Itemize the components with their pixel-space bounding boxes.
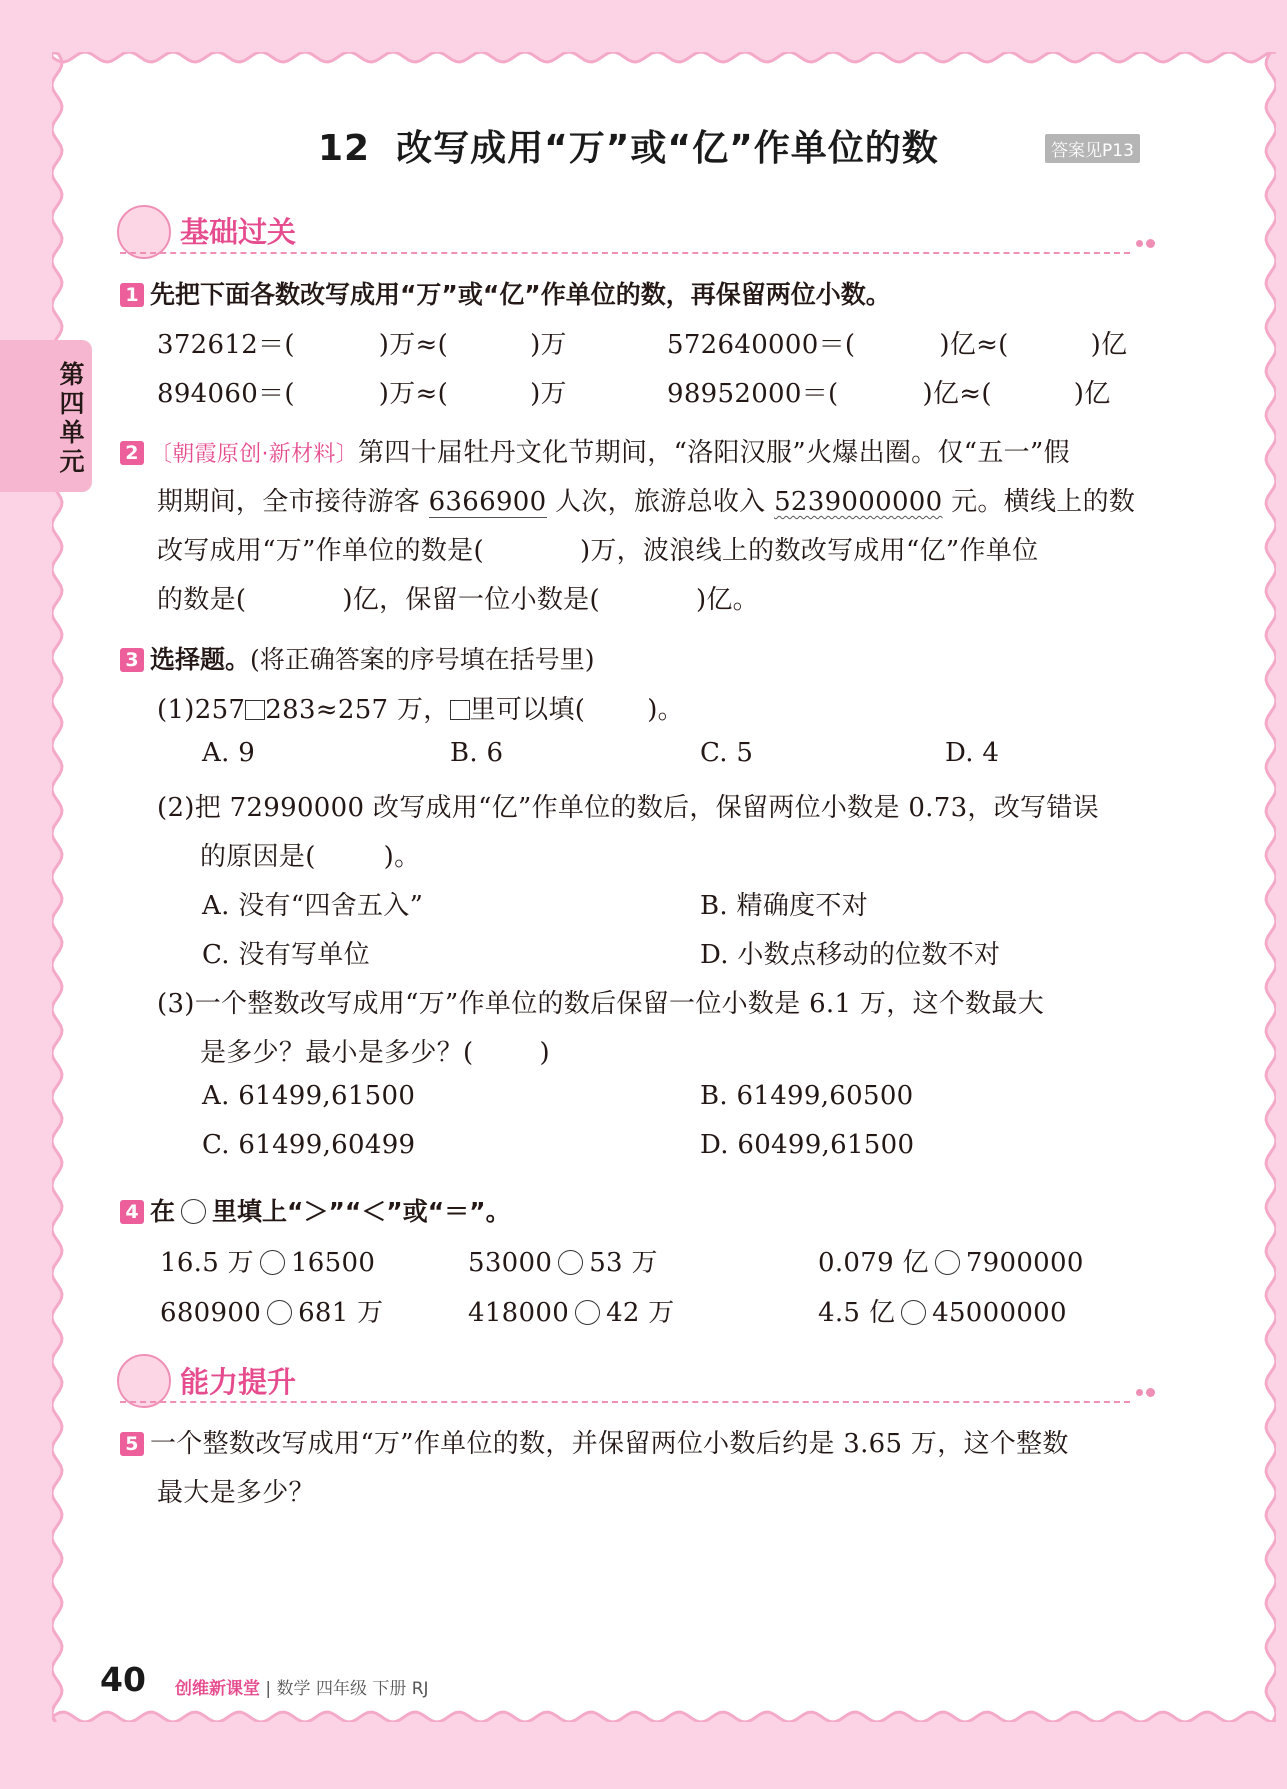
section-advanced-title: 能力提升 [180, 1365, 297, 1399]
q3-sub-3-line-2 [200, 1032, 550, 1069]
answer-circle[interactable] [267, 1300, 292, 1325]
lesson-number: 12 [318, 128, 371, 169]
compare-circle [181, 1199, 206, 1224]
q2-text: 元。横线上的数 [951, 487, 1136, 517]
q5-text: 一个整数改写成用“万”作单位的数，并保留两位小数后约是 3.65 万，这个整数 [150, 1429, 1069, 1459]
q4-item-1 [160, 1242, 375, 1279]
q3-text: (1)257 [157, 695, 246, 725]
underlined-number: 6366900 [428, 487, 547, 517]
cartoon-girl-icon [117, 205, 171, 259]
q3-2-option-a: A. 没有“四舍五入” [202, 891, 424, 921]
answer-circle[interactable] [558, 1250, 583, 1275]
divider-dot [1136, 240, 1143, 247]
q1-text: )万 [530, 379, 567, 409]
section-divider [120, 1401, 1130, 1403]
cartoon-girl-icon [117, 1354, 171, 1408]
q3-1-option-c: C. 5 [700, 738, 754, 768]
q4-item-6 [818, 1292, 1067, 1329]
question-text: 选择题。 [150, 645, 251, 674]
q1-text: 894060＝( [157, 379, 295, 409]
q2-text: 人次，旅游总收入 [555, 487, 766, 517]
blank-square [450, 700, 470, 720]
answer-circle[interactable] [901, 1300, 926, 1325]
q2-text: )万，波浪线上的数改写成用“亿”作单位 [579, 536, 1039, 566]
footer-brand: 创维新课堂 [175, 1679, 260, 1699]
q3-sub-3-line-1: (3)一个整数改写成用“万”作单位的数后保留一位小数是 6.1 万，这个数最大 [157, 989, 1044, 1019]
section-divider [120, 252, 1130, 254]
question-2-line-4 [157, 579, 759, 616]
q3-text: 是多少？最小是多少？( [200, 1038, 474, 1068]
unit-side-label: 第四单元 [59, 360, 85, 476]
q3-text: 里可以填( [469, 695, 586, 725]
question-2-line-3 [157, 530, 1038, 567]
q3-sub-1 [157, 689, 684, 726]
question-number: 4 [120, 1200, 144, 1224]
answer-circle[interactable] [260, 1250, 285, 1275]
q3-text: )。 [647, 695, 684, 725]
q2-text: 期期间，全市接待游客 [157, 487, 421, 517]
q3-text: 283≈257 万， [265, 695, 450, 725]
answer-reference-badge: 答案见P13 [1045, 134, 1140, 163]
q1-text: )亿≈( [922, 379, 992, 409]
question-1 [120, 275, 891, 311]
q2-text: )亿，保留一位小数是( [342, 585, 600, 615]
q4-item-5 [468, 1292, 675, 1329]
q3-text: ) [539, 1038, 550, 1068]
q3-3-option-b: B. 61499,60500 [700, 1081, 914, 1111]
q3-2-option-b: B. 精确度不对 [700, 891, 869, 921]
q1-text: )亿≈( [939, 330, 1009, 360]
q4-right: 681 万 [298, 1298, 384, 1328]
question-4 [120, 1192, 511, 1228]
q1-row-2-left [157, 373, 567, 410]
question-number: 1 [120, 283, 144, 307]
q3-1-option-d: D. 4 [945, 738, 1000, 768]
question-2-line-2 [157, 481, 1135, 518]
q4-left: 53000 [468, 1248, 553, 1278]
q3-2-option-d: D. 小数点移动的位数不对 [700, 940, 1001, 970]
q4-right: 16500 [290, 1248, 376, 1278]
divider-dot [1146, 239, 1155, 248]
question-5-line-1 [120, 1423, 1069, 1460]
q3-sub-2-line-2 [200, 836, 420, 873]
q3-2-option-c: C. 没有写单位 [202, 940, 370, 970]
q4-left: 4.5 亿 [818, 1298, 896, 1328]
wavy-underlined-number: 5239000000 [774, 487, 943, 517]
footer-meta: | 数学 四年级 下册 RJ [265, 1679, 429, 1699]
q4-item-2 [468, 1242, 658, 1279]
q4-left: 418000 [468, 1298, 570, 1328]
q3-3-option-d: D. 60499,61500 [700, 1130, 915, 1160]
q1-text: )万≈( [378, 330, 449, 360]
question-text: 先把下面各数改写成用“万”或“亿”作单位的数，再保留两位小数。 [150, 280, 891, 309]
page-number: 40 [100, 1660, 146, 1699]
question-5-line-2: 最大是多少？ [157, 1478, 315, 1508]
q3-text: 的原因是( [200, 842, 316, 872]
q3-3-option-a: A. 61499,61500 [202, 1081, 416, 1111]
q1-row-2-right [667, 373, 1111, 410]
divider-dot [1136, 1389, 1143, 1396]
q4-right: 7900000 [965, 1248, 1084, 1278]
question-number: 3 [120, 648, 144, 672]
question-3 [120, 640, 595, 676]
q3-sub-2-line-1: (2)把 72990000 改写成用“亿”作单位的数后，保留两位小数是 0.73，改写错误 [157, 793, 1099, 823]
q3-text: )。 [383, 842, 421, 872]
q4-item-3 [818, 1242, 1084, 1279]
q3-3-option-c: C. 61499,60499 [202, 1130, 416, 1160]
q2-text: )亿。 [695, 585, 759, 615]
q1-text: )万 [530, 330, 567, 360]
q4-item-4 [160, 1292, 383, 1329]
q4-left: 0.079 亿 [818, 1248, 929, 1278]
lesson-title: 改写成用“万”或“亿”作单位的数 [396, 128, 939, 169]
footer-info [175, 1674, 429, 1699]
q2-text: 改写成用“万”作单位的数是( [157, 536, 484, 566]
q4-left: 680900 [160, 1298, 262, 1328]
answer-circle[interactable] [575, 1300, 600, 1325]
q3-1-option-b: B. 6 [450, 738, 504, 768]
q2-text: 的数是( [157, 585, 247, 615]
q4-right: 53 万 [589, 1248, 658, 1278]
question-number: 2 [120, 441, 144, 465]
q1-text: 372612＝( [157, 330, 295, 360]
q4-right: 45000000 [932, 1298, 1067, 1328]
q1-text: )亿 [1073, 379, 1111, 409]
q2-text: 第四十届牡丹文化节期间，“洛阳汉服”火爆出圈。仅“五一”假 [358, 438, 1070, 468]
q1-row-1-right [667, 324, 1127, 361]
source-tag: 〔朝霞原创·新材料〕 [150, 442, 358, 467]
page-title [318, 120, 939, 171]
question-number: 5 [120, 1432, 144, 1456]
q1-text: )亿 [1090, 330, 1128, 360]
q3-1-option-a: A. 9 [202, 738, 256, 768]
question-text: 在 [150, 1197, 176, 1226]
divider-dot [1146, 1388, 1155, 1397]
question-text: 里填上“＞”“＜”或“＝”。 [212, 1197, 511, 1226]
question-note: (将正确答案的序号填在括号里) [250, 645, 595, 674]
q4-left: 16.5 万 [160, 1248, 254, 1278]
q1-text: )万≈( [378, 379, 449, 409]
q1-text: 98952000＝( [667, 379, 839, 409]
section-basic-title: 基础过关 [180, 215, 297, 249]
answer-circle[interactable] [935, 1250, 960, 1275]
blank-square [245, 700, 265, 720]
q4-right: 42 万 [606, 1298, 675, 1328]
q1-row-1-left [157, 324, 567, 361]
q1-text: 572640000＝( [667, 330, 856, 360]
question-2-line-1 [120, 432, 1070, 469]
